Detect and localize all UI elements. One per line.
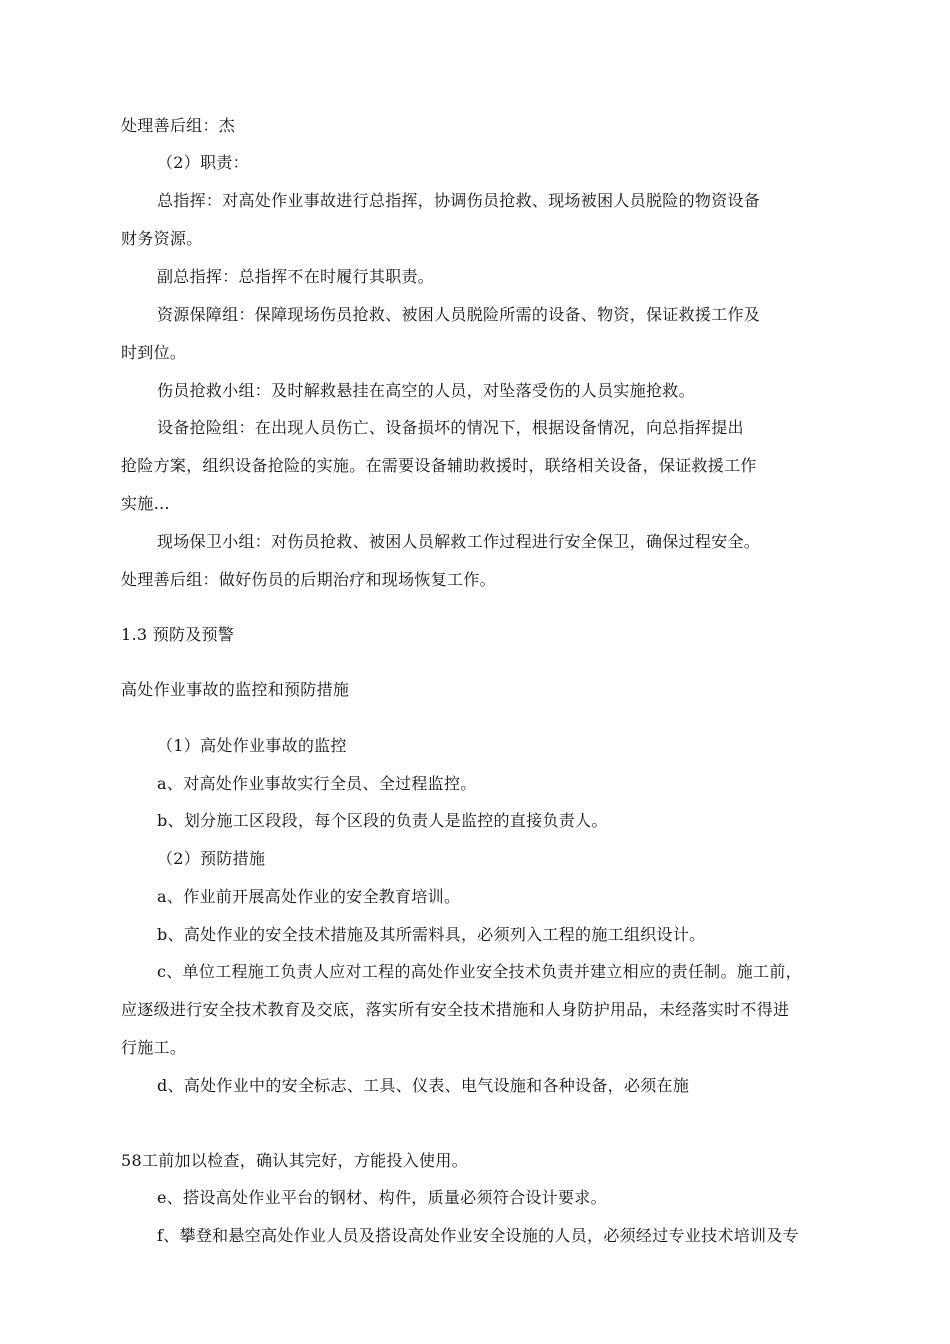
text-line-8: 伤员抢救小组：及时解救悬挂在高空的人员，对坠落受伤的人员实施抢救。 <box>157 381 695 400</box>
text-line-26: 58工前加以检查，确认其完好，方能投入使用。 <box>121 1151 468 1170</box>
text-line-20: a、作业前开展高处作业的安全教育培训。 <box>157 887 461 906</box>
text-line-9: 设备抢险组：在出现人员伤亡、设备损坏的情况下，根据设备情况，向总指挥提出 <box>157 418 744 437</box>
text-line-5: 副总指挥：总指挥不在时履行其职责。 <box>157 267 435 286</box>
text-line-4: 财务资源。 <box>121 229 203 248</box>
text-line-7: 时到位。 <box>121 343 187 362</box>
text-line-17: a、对高处作业事故实行全员、全过程监控。 <box>157 774 477 793</box>
subsection-heading: 高处作业事故的监控和预防措施 <box>121 680 350 699</box>
text-line-28: f、攀登和悬空高处作业人员及搭设高处作业安全设施的人员，必须经过专业技术培训及专 <box>157 1226 799 1245</box>
text-line-3: 总指挥：对高处作业事故进行总指挥，协调伤员抢救、现场被困人员脱险的物资设备 <box>157 191 761 210</box>
section-heading: 1.3 预防及预警 <box>121 625 235 644</box>
text-line-1: 处理善后组：杰 <box>121 116 236 135</box>
text-line-21: b、高处作业的安全技术措施及其所需料具，必须列入工程的施工组织设计。 <box>157 925 706 944</box>
text-line-16: （1）高处作业事故的监控 <box>157 736 347 755</box>
text-line-2: （2）职责： <box>157 153 249 172</box>
text-line-13: 处理善后组：做好伤员的后期治疗和现场恢复工作。 <box>121 570 496 589</box>
text-line-24: 行施工。 <box>121 1038 187 1057</box>
text-line-10: 抢险方案，组织设备抢险的实施。在需要设备辅助救援时，联络相关设备，保证救援工作 <box>121 456 757 475</box>
text-line-22: c、单位工程施工负责人应对工程的高处作业安全技术负责并建立相应的责任制。施工前， <box>157 962 802 981</box>
text-line-12: 现场保卫小组：对伤员抢救、被困人员解救工作过程进行安全保卫，确保过程安全。 <box>157 532 761 551</box>
text-line-23: 应逐级进行安全技术教育及交底，落实所有安全技术措施和人身防护用品，未经落实时不得进 <box>121 1000 790 1019</box>
text-line-18: b、划分施工区段段，每个区段的负责人是监控的直接负责人。 <box>157 811 608 830</box>
text-line-25: d、高处作业中的安全标志、工具、仪表、电气设施和各种设备，必须在施 <box>157 1076 690 1095</box>
text-line-6: 资源保障组：保障现场伤员抢救、被困人员脱险所需的设备、物资，保证救援工作及 <box>157 305 761 324</box>
text-line-19: （2）预防措施 <box>157 849 266 868</box>
text-line-11: 实施… <box>121 494 170 513</box>
text-line-27: e、搭设高处作业平台的钢材、构件，质量必须符合设计要求。 <box>157 1188 607 1207</box>
